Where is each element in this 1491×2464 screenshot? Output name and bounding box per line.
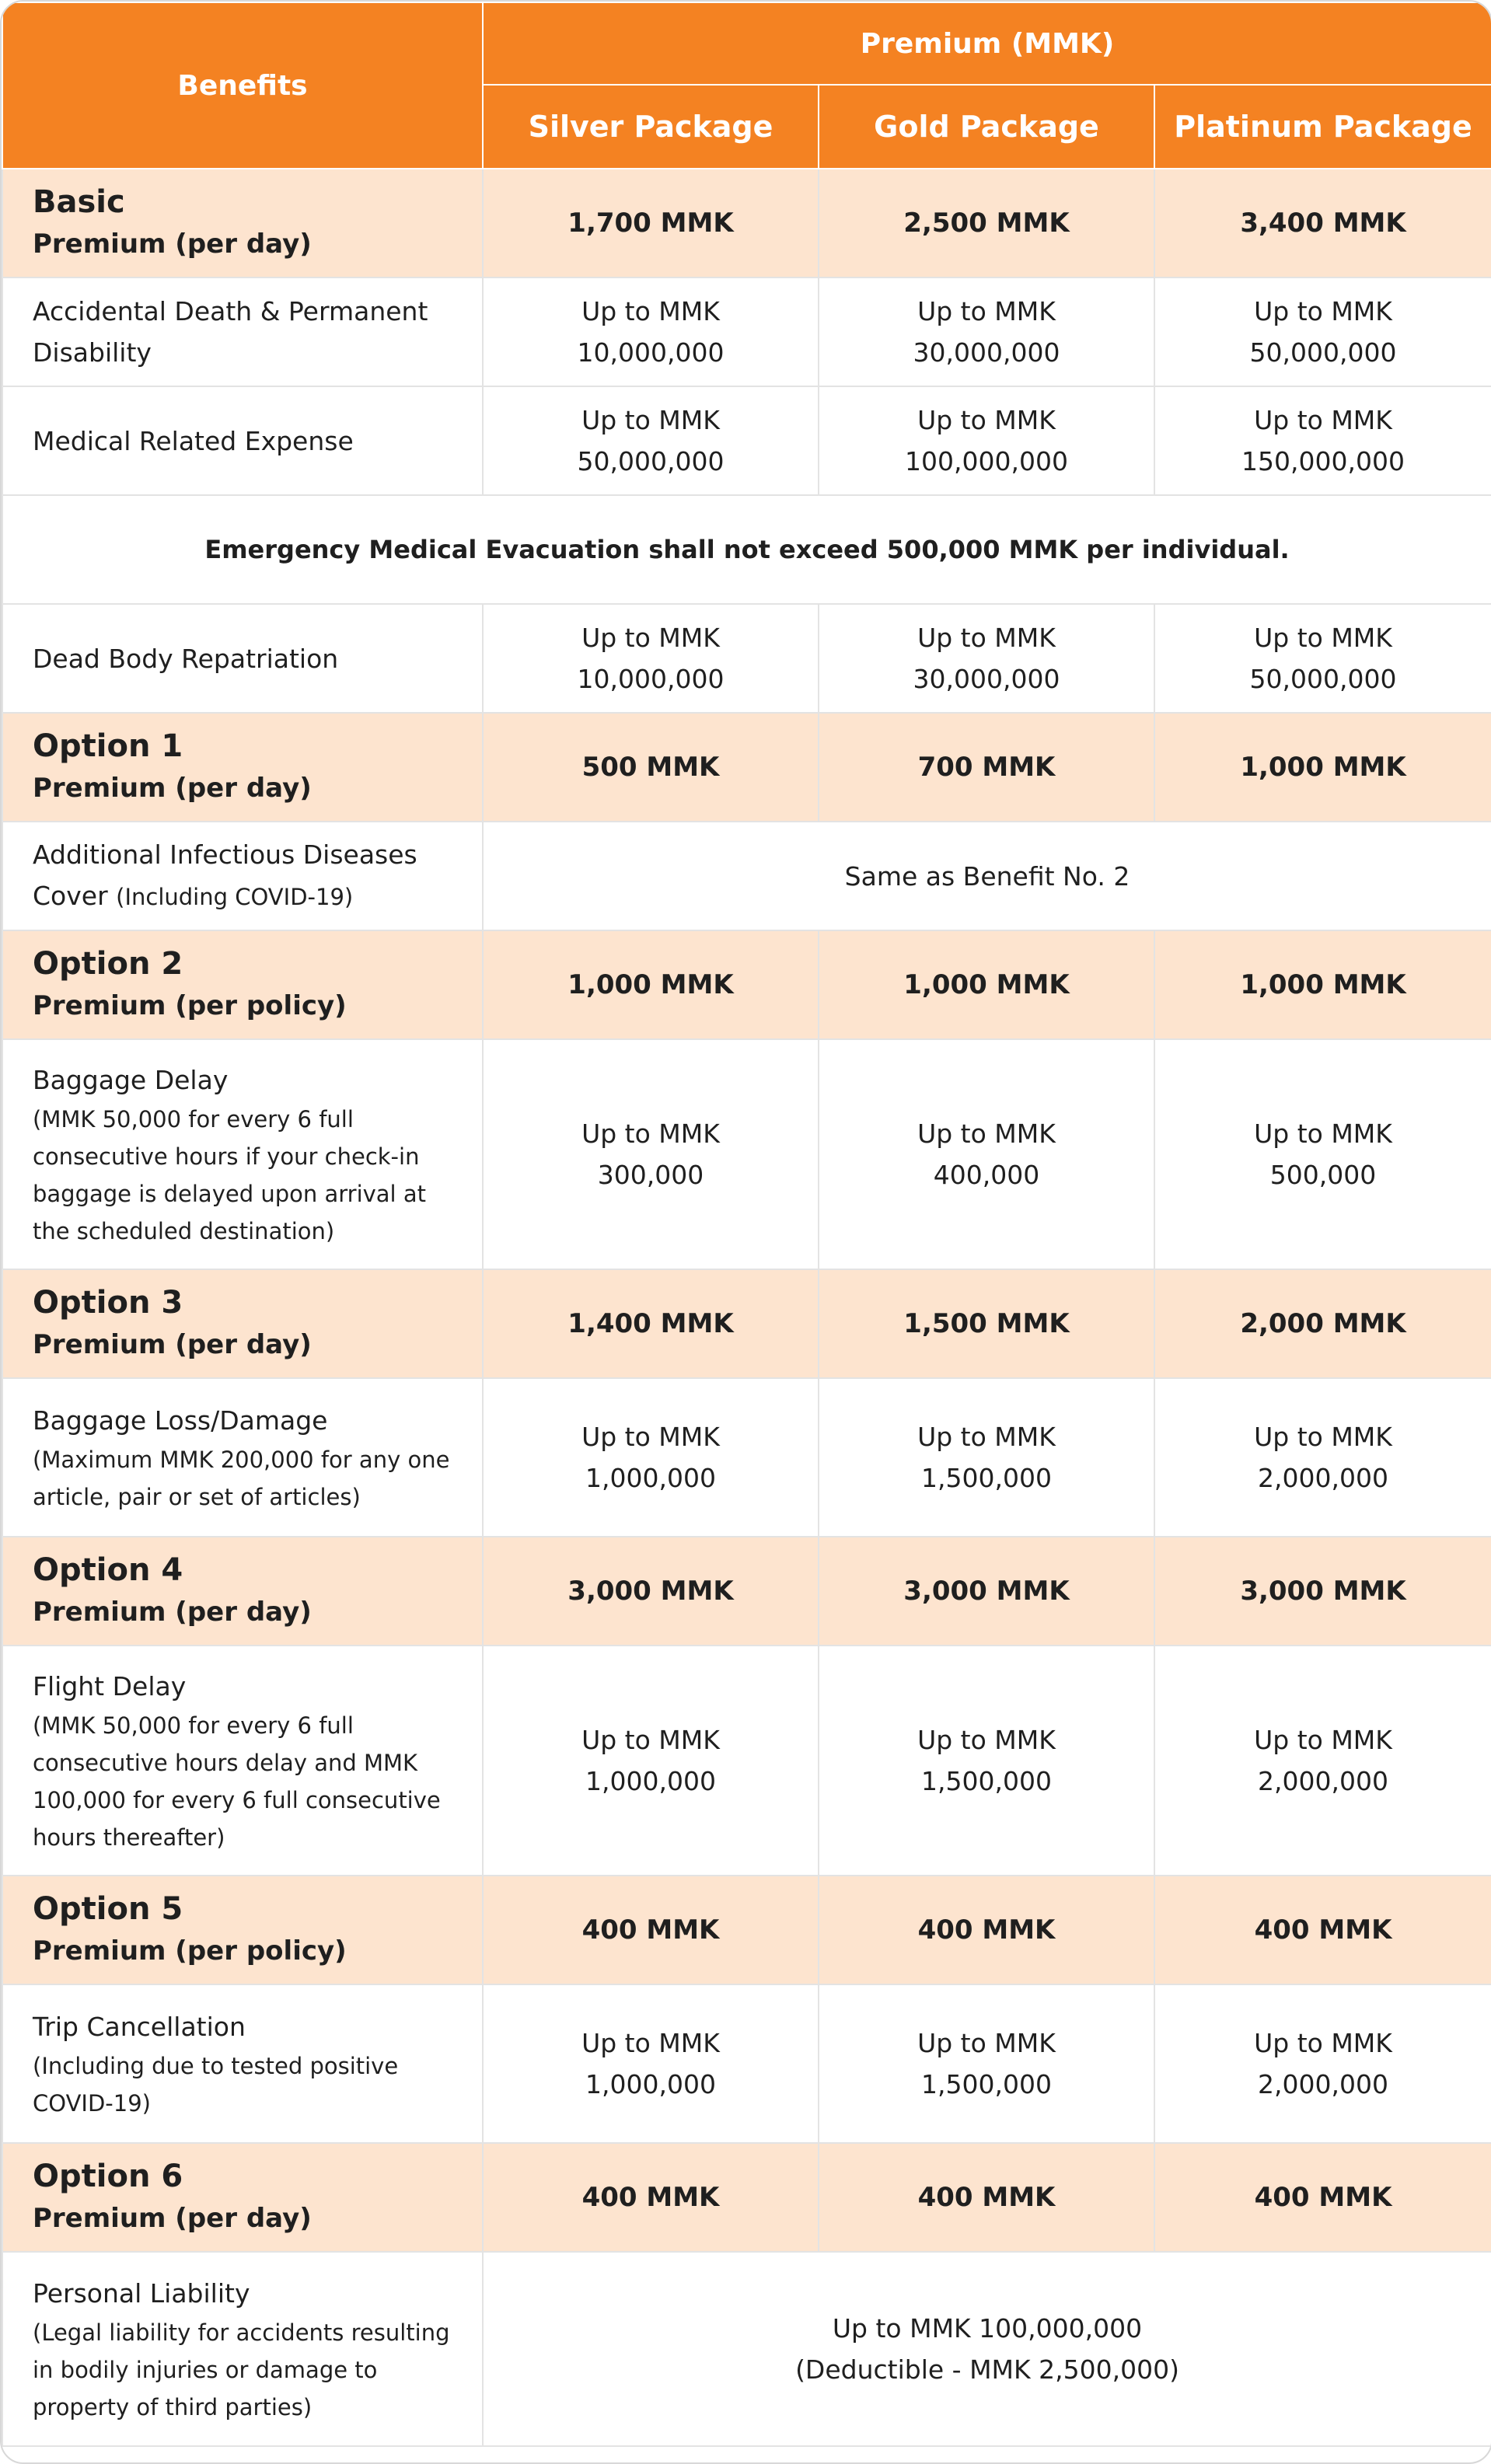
- section-row-option-2: [2, 930, 1491, 1039]
- section-subtitle: Premium (per day): [33, 2203, 312, 2234]
- benefit-value-silver: Up to MMK 1,000,000: [483, 1646, 819, 1876]
- section-row-option-1: [2, 713, 1491, 822]
- benefit-label: Additional Infectious Diseases Cover (Including COVID-19): [2, 822, 483, 930]
- section-subtitle: Premium (per policy): [33, 990, 347, 1021]
- table-row: [2, 2252, 1491, 2446]
- benefit-value-all-packages: Up to MMK 100,000,000 (Deductible - MMK 2,500,000): [483, 2252, 1491, 2446]
- table-row: [2, 1378, 1491, 1537]
- premium-silver: 1,400 MMK: [483, 1269, 819, 1378]
- benefit-value-silver: Up to MMK 1,000,000: [483, 1378, 819, 1537]
- section-row-option-5: [2, 1876, 1491, 1984]
- benefit-value-gold: Up to MMK 1,500,000: [819, 1984, 1154, 2143]
- premium-silver: 1,000 MMK: [483, 930, 819, 1039]
- benefit-note: (MMK 50,000 for every 6 full consecutive hours delay and MMK 100,000 for every 6 full consecutive hours thereafter): [33, 1712, 441, 1851]
- section-title: Option 2: [33, 946, 183, 982]
- premium-silver: 400 MMK: [483, 2143, 819, 2252]
- benefit-value-silver: Up to MMK 50,000,000: [483, 386, 819, 495]
- benefit-value-gold: Up to MMK 30,000,000: [819, 604, 1154, 713]
- benefit-note: (Including due to tested positive COVID-19): [33, 2052, 399, 2117]
- premium-gold: 400 MMK: [819, 2143, 1154, 2252]
- section-title: Option 6: [33, 2159, 183, 2194]
- section-subtitle: Premium (per day): [33, 229, 312, 260]
- benefit-value-gold: Up to MMK 1,500,000: [819, 1646, 1154, 1876]
- premium-gold: 2,500 MMK: [819, 169, 1154, 277]
- section-row-option-3: [2, 1269, 1491, 1378]
- benefit-value-platinum: Up to MMK 2,000,000: [1154, 1984, 1491, 2143]
- section-row-basic: [2, 169, 1491, 277]
- premium-gold: 1,500 MMK: [819, 1269, 1154, 1378]
- benefit-value-gold: Up to MMK 400,000: [819, 1039, 1154, 1269]
- premium-platinum: 400 MMK: [1154, 1876, 1491, 1984]
- benefit-value-platinum: Up to MMK 50,000,000: [1154, 277, 1491, 386]
- premium-platinum: 3,000 MMK: [1154, 1537, 1491, 1646]
- benefit-value-silver: Up to MMK 300,000: [483, 1039, 819, 1269]
- benefit-value-gold: Up to MMK 30,000,000: [819, 277, 1154, 386]
- table-row: [2, 277, 1491, 386]
- benefit-label: Medical Related Expense: [2, 386, 483, 495]
- benefit-value-silver: Up to MMK 1,000,000: [483, 1984, 819, 2143]
- premium-silver: 500 MMK: [483, 713, 819, 822]
- table-row: [2, 604, 1491, 713]
- benefit-label: Accidental Death & Permanent Disability: [2, 277, 483, 386]
- benefit-value-silver: Up to MMK 10,000,000: [483, 277, 819, 386]
- section-title: Basic: [33, 184, 125, 220]
- silver-package-header: Silver Package: [483, 85, 819, 169]
- premium-platinum: 1,000 MMK: [1154, 930, 1491, 1039]
- evacuation-note: Emergency Medical Evacuation shall not exceed 500,000 MMK per individual.: [2, 495, 1491, 604]
- benefit-value-all-packages: Same as Benefit No. 2: [483, 822, 1491, 930]
- section-title: Option 4: [33, 1552, 183, 1588]
- section-subtitle: Premium (per day): [33, 773, 312, 804]
- premium-platinum: 2,000 MMK: [1154, 1269, 1491, 1378]
- benefits-header: Benefits: [2, 2, 483, 169]
- table-row: [2, 822, 1491, 930]
- benefit-label: Baggage Delay (MMK 50,000 for every 6 full consecutive hours if your check-in baggage is delayed upon arrival at the scheduled destination): [2, 1039, 483, 1269]
- section-subtitle: Premium (per day): [33, 1597, 312, 1628]
- premium-silver: 400 MMK: [483, 1876, 819, 1984]
- premium-platinum: 1,000 MMK: [1154, 713, 1491, 822]
- benefit-label: Dead Body Repatriation: [2, 604, 483, 713]
- premium-gold: 3,000 MMK: [819, 1537, 1154, 1646]
- section-subtitle: Premium (per policy): [33, 1935, 347, 1967]
- platinum-package-header: Platinum Package: [1154, 85, 1491, 169]
- benefit-value-gold: Up to MMK 100,000,000: [819, 386, 1154, 495]
- benefit-value-platinum: Up to MMK 500,000: [1154, 1039, 1491, 1269]
- table-row: [2, 1984, 1491, 2143]
- benefit-label: Flight Delay (MMK 50,000 for every 6 full consecutive hours delay and MMK 100,000 for every 6 full consecutive hours thereafter): [2, 1646, 483, 1876]
- table-row: [2, 386, 1491, 495]
- section-title: Option 1: [33, 728, 183, 764]
- benefit-value-platinum: Up to MMK 2,000,000: [1154, 1378, 1491, 1537]
- benefit-value-silver: Up to MMK 10,000,000: [483, 604, 819, 713]
- table-row: [2, 1646, 1491, 1876]
- section-title: Option 5: [33, 1891, 183, 1927]
- premium-silver: 3,000 MMK: [483, 1537, 819, 1646]
- benefit-note: (MMK 50,000 for every 6 full consecutive hours if your check-in baggage is delayed upon arrival at the scheduled destination): [33, 1105, 426, 1244]
- premium-gold: 1,000 MMK: [819, 930, 1154, 1039]
- benefit-note: (Legal liability for accidents resulting in bodily injuries or damage to property of third parties): [33, 2319, 450, 2420]
- benefit-note: (Maximum MMK 200,000 for any one article, pair or set of articles): [33, 1446, 450, 1510]
- premium-gold: 700 MMK: [819, 713, 1154, 822]
- benefit-label: Trip Cancellation (Including due to tested positive COVID-19): [2, 1984, 483, 2143]
- section-subtitle: Premium (per day): [33, 1329, 312, 1360]
- section-row-option-6: [2, 2143, 1491, 2252]
- benefit-value-platinum: Up to MMK 150,000,000: [1154, 386, 1491, 495]
- table-row: [2, 495, 1491, 604]
- table-row: [2, 1039, 1491, 1269]
- benefit-label: Baggage Loss/Damage (Maximum MMK 200,000 for any one article, pair or set of articles): [2, 1378, 483, 1537]
- benefit-label: Personal Liability (Legal liability for accidents resulting in bodily injuries or damage to property of third parties): [2, 2252, 483, 2446]
- benefit-value-platinum: Up to MMK 50,000,000: [1154, 604, 1491, 713]
- benefit-value-gold: Up to MMK 1,500,000: [819, 1378, 1154, 1537]
- benefits-premium-table: [2, 2, 1491, 2447]
- premium-platinum: 3,400 MMK: [1154, 169, 1491, 277]
- benefit-value-platinum: Up to MMK 2,000,000: [1154, 1646, 1491, 1876]
- gold-package-header: Gold Package: [819, 85, 1154, 169]
- section-title: Option 3: [33, 1285, 183, 1321]
- section-row-option-4: [2, 1537, 1491, 1646]
- premium-silver: 1,700 MMK: [483, 169, 819, 277]
- premium-platinum: 400 MMK: [1154, 2143, 1491, 2252]
- premium-gold: 400 MMK: [819, 1876, 1154, 1984]
- premium-header: Premium (MMK): [483, 2, 1491, 85]
